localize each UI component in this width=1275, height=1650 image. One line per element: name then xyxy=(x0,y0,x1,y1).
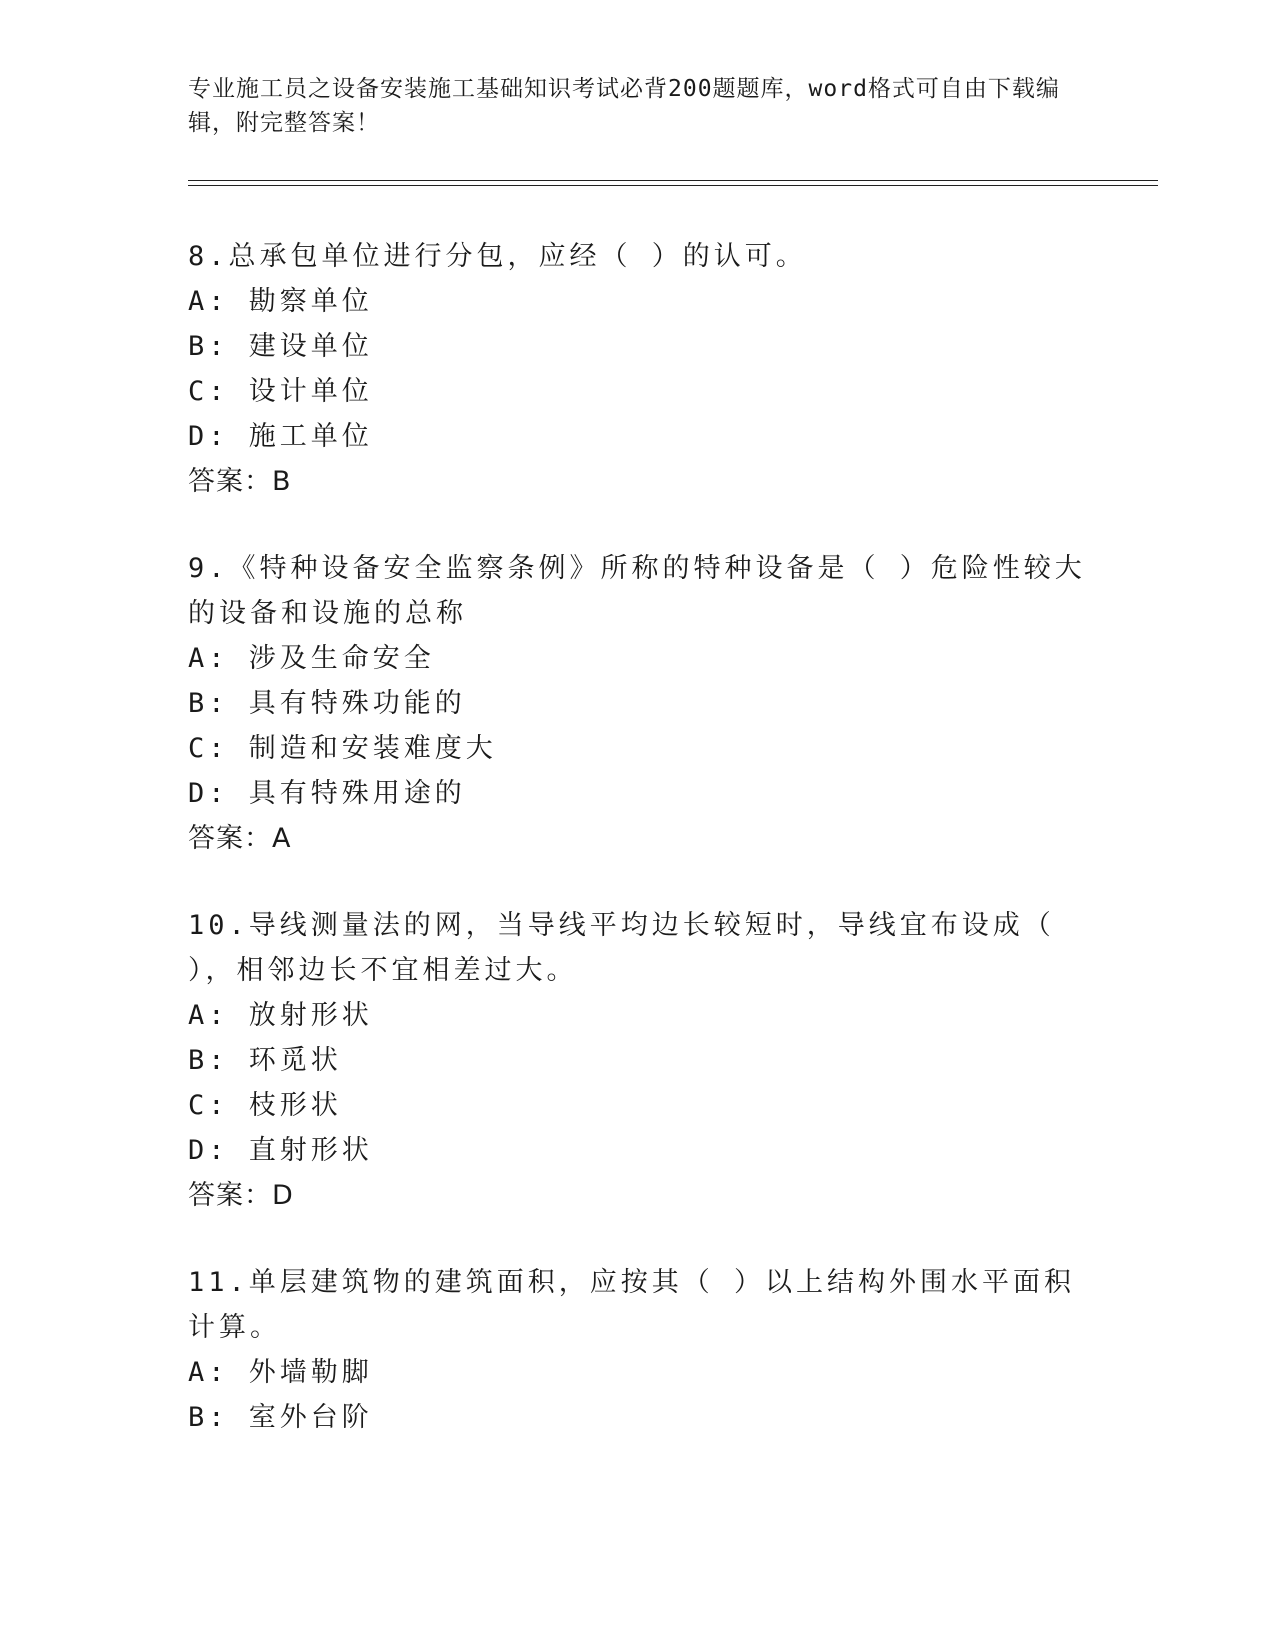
question-stem: 9.《特种设备安全监察条例》所称的特种设备是（ ）危险性较大的设备和设施的总称 xyxy=(188,553,1086,629)
question-list xyxy=(188,234,1088,1482)
question-11 xyxy=(188,1260,1088,1440)
option-d: D: 直射形状 xyxy=(188,1135,373,1166)
answer-line: 答案：D xyxy=(188,1180,294,1211)
header-divider-bottom xyxy=(188,185,1158,186)
option-c: C: 设计单位 xyxy=(188,376,373,407)
option-d: D: 施工单位 xyxy=(188,421,373,452)
question-stem: 11.单层建筑物的建筑面积，应按其（ ）以上结构外围水平面积计算。 xyxy=(188,1267,1076,1343)
question-stem: 8.总承包单位进行分包，应经（ ）的认可。 xyxy=(188,241,807,272)
question-9 xyxy=(188,546,1088,861)
option-c: C: 制造和安装难度大 xyxy=(188,733,497,764)
option-b: B: 建设单位 xyxy=(188,331,373,362)
option-a: A: 勘察单位 xyxy=(188,286,373,317)
document-title: 专业施工员之设备安装施工基础知识考试必背200题题库，word格式可自由下载编辑，附完整答案！ xyxy=(188,76,1060,136)
option-c: C: 枝形状 xyxy=(188,1090,342,1121)
option-b: B: 环觅状 xyxy=(188,1045,342,1076)
option-b: B: 室外台阶 xyxy=(188,1402,373,1433)
question-8 xyxy=(188,234,1088,504)
option-a: A: 放射形状 xyxy=(188,1000,373,1031)
option-b: B: 具有特殊功能的 xyxy=(188,688,466,719)
question-10 xyxy=(188,903,1088,1218)
option-a: A: 涉及生命安全 xyxy=(188,643,435,674)
answer-line: 答案：A xyxy=(188,823,292,854)
question-stem: 10.导线测量法的网，当导线平均边长较短时，导线宜布设成（ ），相邻边长不宜相差过大。 xyxy=(188,910,1076,986)
option-d: D: 具有特殊用途的 xyxy=(188,778,466,809)
answer-line: 答案：B xyxy=(188,466,292,497)
option-a: A: 外墙勒脚 xyxy=(188,1357,373,1388)
header-divider-top xyxy=(188,180,1158,181)
